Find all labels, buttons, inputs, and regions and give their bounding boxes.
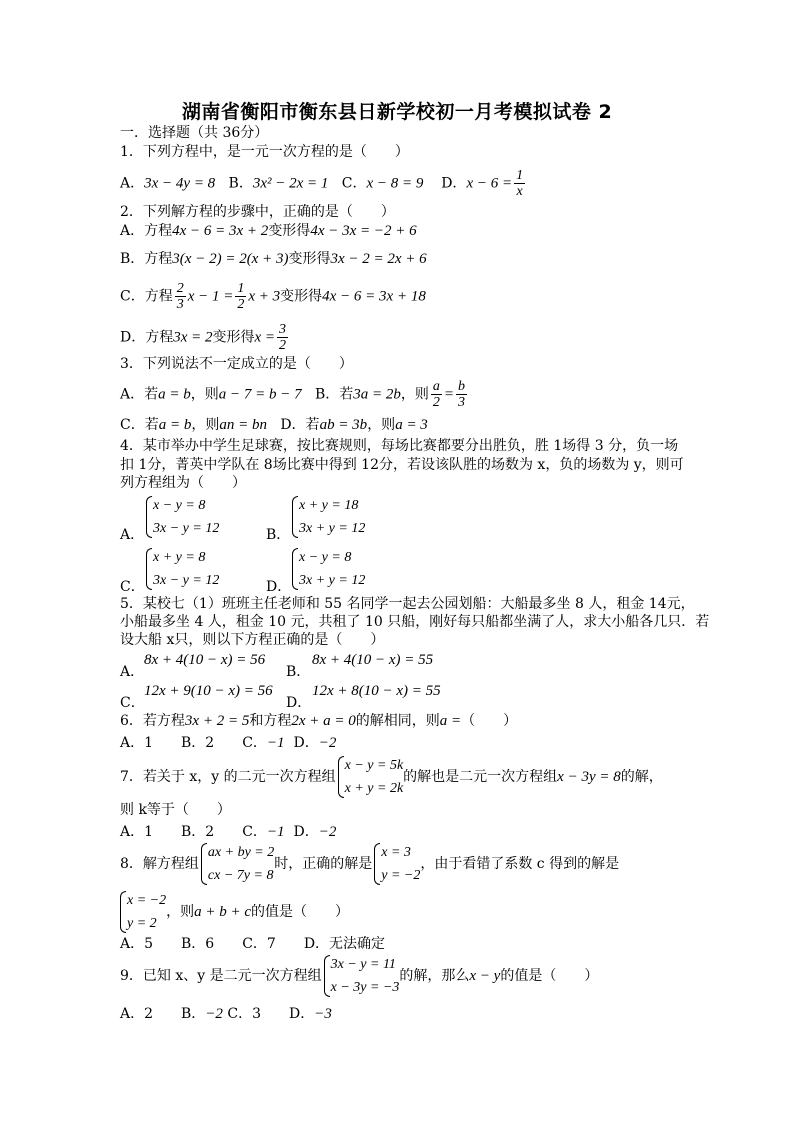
q1-options bbox=[120, 168, 527, 199]
q9-stem: 9．已知 x、y 是二元一次方程组 3x − y = 11 x − 3y = −3 的解，那么x − y的值是（ ） bbox=[120, 953, 598, 999]
q8-stem: 8．解方程组 ax + by = 2 cx − 7y = 8 时，正确的解是 x = 3 y = −2 ，由于看错了系数 c 得到的解是 bbox=[120, 841, 619, 887]
q1-option-a-label: A． bbox=[120, 175, 145, 192]
q9-options: A．2 B．−2 C．3 D．−3 bbox=[120, 1006, 332, 1022]
q7-stem: 7．若关于 x，y 的二元一次方程组 x − y = 5k x + y = 2k 的解也是二元一次方程组x − 3y = 8的解， bbox=[120, 754, 663, 800]
q5-stem-line1: 5．某校七（1）班班主任老师和 55 名同学一起去公园划船：大船最多坐 8 人，租金 14元， bbox=[120, 596, 695, 612]
q1-option-b: 3x² − 2x = 1 bbox=[252, 175, 329, 192]
q1-stem: 1．下列方程中，是一元一次方程的是（ ） bbox=[120, 144, 409, 160]
q1-option-b-label: B． bbox=[228, 175, 253, 192]
page-title: 湖南省衡阳市衡东县日新学校初一月考模拟试卷 2 bbox=[181, 101, 613, 123]
q2-option-d: D．方程3x = 2变形得x = $\frac{3}{2}$ bbox=[120, 322, 287, 353]
q7-options: A．1 B．2 C．−1 D．−2 bbox=[120, 824, 337, 840]
q2-option-a: A．方程4x − 6 = 3x + 2变形得4x − 3x = −2 + 6 bbox=[120, 223, 417, 239]
q1-option-c-label: C． bbox=[341, 175, 367, 192]
q6-stem: 6．若方程3x + 2 = 5和方程2x + a = 0的解相同，则a =（ ） bbox=[120, 713, 518, 729]
q3-stem: 3．下列说法不一定成立的是（ ） bbox=[120, 356, 353, 372]
section-heading: 一．选择题（共 36分） bbox=[120, 125, 269, 141]
q4-stem-line2: 扣 1分，菁英中学队在 8场比赛中得到 12分，若设该队胜的场数为 x，负的场数为 y，则可 bbox=[120, 457, 684, 473]
exam-page: 湖南省衡阳市衡东县日新学校初一月考模拟试卷 2 一．选择题（共 36分） 1．下列方程中，是一元一次方程的是（ ） A．3x − 4y = 8 B．3x² − 2x = 1 C．x − 8 = 9 D．x − 6 = $\frac{1}{x}$ 2．下列解方程的步骤中，正确的是（ ） A．方程4x − 6 = 3x + 2变形得4x − 3x = −2 + 6 B．方程3(x − 2) = 2(x + 3)变形得3x − 2 = 2x + 6 C．方程 $\frac{2}{3}$ x − 1 = $\frac{1}{2}$ x + 3变形得4x − 6 = 3x + 18 D．方程3x = 2变形得x = $\frac{3}{2}$ 3．下列说法不一定成立的是（ ） A．若a = b，则a − 7 = b − 7 B．若3a = 2b，则 $\frac{a}{2}$ = $\frac{b}{3}$ C．若a = b，则an = bn D．若ab = 3b，则a = 3 4．某市举办中学生足球赛，按比赛规则，每场比赛都要分出胜负，胜 1场得 3 分，负一场 扣 1分，菁英中学队在 8场比赛中得到 12分，若设该队胜的场数为 x，负的场数为 y，则可 列方程组为（ ） A． x − y = 8 3x − y = 12 B． x + y = 18 3x + y = 12 C． x + y = 8 3x − y = 12 D． x − y = 8 3x + y = 12 5．某校七（1）班班主任老师和 55 名同学一起去公园划船：大船最多坐 8 人，租金 14元， 小船最多坐 4 人，租金 10 元，共租了 10 只船，刚好每只船都坐满了人，求大小船各几只．若 设大船 x只，则以下方程正确的是（ ） A． 8x + 4(10 − x) = 56 B． 8x + 4(10 − x) = 55 C． 12x + 9(10 − x) = 56 D． 12x + 8(10 − x) = 55 6．若方程3x + 2 = 5和方程2x + a = 0的解相同，则a =（ ） A．1 B．2 C．−1 D．−2 7．若关于 x，y 的二元一次方程组 x − y = 5k x + y = 2k 的解也是二元一次方程组x − 3y = 8的解， 则 k等于（ ） A．1 B．2 C．−1 D．−2 8．解方程组 ax + by = 2 cx − 7y = 8 时，正确的解是 x = 3 y = −2 ，由于看错了系数 c 得到的解是 x = −2 y = 2 ，则a + b + c的值是（ ） A．5 B．6 C．7 D．无法确定 9．已知 x、y 是二元一次方程组 3x − y = 11 x − 3y = −3 的解，那么x − y的值是（ ） A．2 B．−2 C．3 D．−3 bbox=[0, 0, 794, 1123]
q6-options: A．1 B．2 C．−1 D．−2 bbox=[120, 735, 337, 751]
q7-system: x − y = 5k x + y = 2k bbox=[336, 754, 404, 800]
q7-stem-line2: 则 k等于（ ） bbox=[120, 802, 231, 818]
q2-option-b: B．方程3(x − 2) = 2(x + 3)变形得3x − 2 = 2x + 6 bbox=[120, 251, 427, 267]
q2-option-c: C．方程 $\frac{2}{3}$ x − 1 = $\frac{1}{2}$ x + 3变形得4x − 6 = 3x + 18 bbox=[120, 281, 426, 312]
q1-option-d: x − 6 = bbox=[466, 175, 513, 192]
q8-wrong-solution: x = −2 y = 2 bbox=[118, 889, 166, 935]
q2-stem: 2．下列解方程的步骤中，正确的是（ ） bbox=[120, 204, 395, 220]
q4-stem-line3: 列方程组为（ ） bbox=[120, 475, 246, 491]
q8-system: ax + by = 2 cx − 7y = 8 bbox=[199, 841, 274, 887]
q8-stem-line2: x = −2 y = 2 ，则a + b + c的值是（ ） bbox=[120, 889, 349, 935]
q8-correct-solution: x = 3 y = −2 bbox=[372, 841, 420, 887]
q8-options: A．5 B．6 C．7 D．无法确定 bbox=[120, 936, 386, 952]
q1-option-d-label: D． bbox=[441, 175, 467, 192]
q4-stem-line1: 4．某市举办中学生足球赛，按比赛规则，每场比赛都要分出胜负，胜 1场得 3 分，负一场 bbox=[120, 438, 679, 454]
q9-system: 3x − y = 11 x − 3y = −3 bbox=[322, 953, 400, 999]
q1-option-c: x − 8 = 9 bbox=[366, 175, 424, 192]
q5-stem-line3: 设大船 x只，则以下方程正确的是（ ） bbox=[120, 632, 385, 648]
q5-options-ab: A． 8x + 4(10 − x) = 56 B． 8x + 4(10 − x) = 55 bbox=[120, 652, 434, 680]
q1-fraction: $\frac{1}{x}$ bbox=[516, 168, 524, 199]
q5-stem-line2: 小船最多坐 4 人，租金 10 元，共租了 10 只船，刚好每只船都坐满了人，求大小船各几只．若 bbox=[120, 614, 710, 630]
q5-options-cd: C． 12x + 9(10 − x) = 56 D． 12x + 8(10 − x) = 55 bbox=[120, 683, 441, 711]
q3-options-ab: A．若a = b，则a − 7 = b − 7 B．若3a = 2b，则 $\frac{a}{2}$ = $\frac{b}{3}$ bbox=[120, 379, 466, 410]
q1-option-a: 3x − 4y = 8 bbox=[144, 175, 216, 192]
q3-options-cd: C．若a = b，则an = bn D．若ab = 3b，则a = 3 bbox=[120, 417, 428, 433]
